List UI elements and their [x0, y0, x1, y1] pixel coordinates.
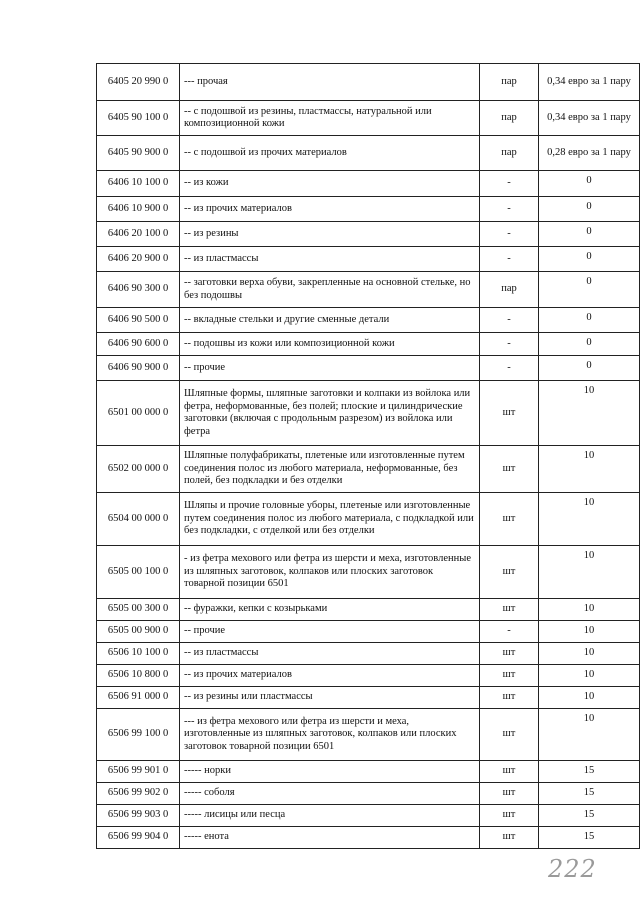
tariff-table [96, 63, 640, 849]
commodity-code: 6405 90 100 0 [97, 101, 180, 136]
duty-rate: 0 [539, 247, 640, 272]
unit-of-measure: - [480, 356, 539, 381]
commodity-description: -- с подошвой из прочих материалов [180, 136, 480, 171]
commodity-code: 6406 20 900 0 [97, 247, 180, 272]
duty-rate: 0 [539, 333, 640, 356]
table-row [97, 272, 640, 308]
commodity-code: 6506 91 000 0 [97, 687, 180, 709]
commodity-code: 6406 90 900 0 [97, 356, 180, 381]
duty-rate: 15 [539, 783, 640, 805]
unit-of-measure: - [480, 222, 539, 247]
commodity-code: 6505 00 300 0 [97, 599, 180, 621]
commodity-description: -- прочие [180, 356, 480, 381]
duty-rate: 0 [539, 356, 640, 381]
table-row [97, 136, 640, 171]
commodity-code: 6506 10 100 0 [97, 643, 180, 665]
table-row [97, 308, 640, 333]
table-row [97, 446, 640, 493]
commodity-description: -- подошвы из кожи или композиционной кожи [180, 333, 480, 356]
unit-of-measure: шт [480, 665, 539, 687]
table-row [97, 247, 640, 272]
duty-rate: 0 [539, 272, 640, 308]
commodity-description: -- из пластмассы [180, 643, 480, 665]
commodity-code: 6501 00 000 0 [97, 381, 180, 446]
unit-of-measure: шт [480, 446, 539, 493]
duty-rate: 0,34 евро за 1 пару [539, 101, 640, 136]
commodity-description: ----- норки [180, 761, 480, 783]
table-row [97, 761, 640, 783]
unit-of-measure: пар [480, 64, 539, 101]
duty-rate: 10 [539, 493, 640, 546]
table-row [97, 621, 640, 643]
duty-rate: 15 [539, 805, 640, 827]
unit-of-measure: шт [480, 709, 539, 761]
commodity-description: Шляпные полуфабрикаты, плетеные или изготовленные путем соединения полос из любого материала, неформованные, без полей, без подкладки и без отделки [180, 446, 480, 493]
commodity-code: 6506 10 800 0 [97, 665, 180, 687]
commodity-description: ----- енота [180, 827, 480, 849]
unit-of-measure: - [480, 197, 539, 222]
commodity-description: ----- соболя [180, 783, 480, 805]
unit-of-measure: шт [480, 599, 539, 621]
commodity-code: 6406 20 100 0 [97, 222, 180, 247]
table-row [97, 709, 640, 761]
commodity-description: -- из резины [180, 222, 480, 247]
commodity-description: --- из фетра мехового или фетра из шерсти и меха, изготовленные из шляпных заготовок, колпаков или плоских заготовок товарной позиции 6501 [180, 709, 480, 761]
commodity-description: -- из прочих материалов [180, 665, 480, 687]
commodity-code: 6506 99 902 0 [97, 783, 180, 805]
commodity-description: ----- лисицы или песца [180, 805, 480, 827]
duty-rate: 15 [539, 761, 640, 783]
commodity-description: Шляпы и прочие головные уборы, плетеные или изготовленные путем соединения полос из любого материала, с подкладкой или без подкладки, с отделкой или без отделки [180, 493, 480, 546]
table-row [97, 101, 640, 136]
table-row [97, 171, 640, 197]
commodity-code: 6406 10 100 0 [97, 171, 180, 197]
duty-rate: 10 [539, 546, 640, 599]
unit-of-measure: - [480, 621, 539, 643]
duty-rate: 10 [539, 381, 640, 446]
duty-rate: 10 [539, 621, 640, 643]
commodity-description: -- вкладные стельки и другие сменные детали [180, 308, 480, 333]
duty-rate: 0,34 евро за 1 пару [539, 64, 640, 101]
commodity-code: 6406 90 600 0 [97, 333, 180, 356]
duty-rate: 10 [539, 687, 640, 709]
commodity-description: -- фуражки, кепки с козырьками [180, 599, 480, 621]
table-row [97, 197, 640, 222]
table-row [97, 643, 640, 665]
table-row [97, 333, 640, 356]
table-row [97, 64, 640, 101]
table-row [97, 222, 640, 247]
commodity-code: 6502 00 000 0 [97, 446, 180, 493]
duty-rate: 0 [539, 171, 640, 197]
unit-of-measure: пар [480, 272, 539, 308]
commodity-code: 6406 90 300 0 [97, 272, 180, 308]
commodity-description: -- прочие [180, 621, 480, 643]
commodity-description: -- заготовки верха обуви, закрепленные на основной стельке, но без подошвы [180, 272, 480, 308]
duty-rate: 10 [539, 665, 640, 687]
commodity-code: 6405 90 900 0 [97, 136, 180, 171]
commodity-code: 6506 99 903 0 [97, 805, 180, 827]
commodity-description: -- из кожи [180, 171, 480, 197]
table-row [97, 687, 640, 709]
duty-rate: 0 [539, 308, 640, 333]
unit-of-measure: шт [480, 381, 539, 446]
table-row [97, 381, 640, 446]
unit-of-measure: - [480, 308, 539, 333]
table-row [97, 827, 640, 849]
commodity-description: -- с подошвой из резины, пластмассы, натуральной или композиционной кожи [180, 101, 480, 136]
duty-rate: 0 [539, 197, 640, 222]
commodity-description: -- из прочих материалов [180, 197, 480, 222]
unit-of-measure: шт [480, 493, 539, 546]
duty-rate: 10 [539, 599, 640, 621]
commodity-code: 6506 99 901 0 [97, 761, 180, 783]
unit-of-measure: шт [480, 643, 539, 665]
commodity-description: Шляпные формы, шляпные заготовки и колпаки из войлока или фетра, неформованные, без полей; плоские и цилиндрические заготовки (включая с продольным разрезом) из войлока или фетра [180, 381, 480, 446]
unit-of-measure: шт [480, 783, 539, 805]
duty-rate: 0,28 евро за 1 пару [539, 136, 640, 171]
unit-of-measure: - [480, 171, 539, 197]
duty-rate: 10 [539, 709, 640, 761]
duty-rate: 10 [539, 446, 640, 493]
table-row [97, 665, 640, 687]
commodity-description: -- из резины или пластмассы [180, 687, 480, 709]
table-row [97, 805, 640, 827]
commodity-code: 6406 10 900 0 [97, 197, 180, 222]
commodity-code: 6504 00 000 0 [97, 493, 180, 546]
table-row [97, 493, 640, 546]
page-number: 222 [548, 855, 597, 883]
commodity-code: 6506 99 904 0 [97, 827, 180, 849]
commodity-code: 6406 90 500 0 [97, 308, 180, 333]
unit-of-measure: пар [480, 101, 539, 136]
unit-of-measure: шт [480, 805, 539, 827]
unit-of-measure: шт [480, 761, 539, 783]
commodity-code: 6405 20 990 0 [97, 64, 180, 101]
commodity-code: 6505 00 100 0 [97, 546, 180, 599]
duty-rate: 15 [539, 827, 640, 849]
unit-of-measure: - [480, 247, 539, 272]
table-row [97, 356, 640, 381]
commodity-code: 6506 99 100 0 [97, 709, 180, 761]
commodity-code: 6505 00 900 0 [97, 621, 180, 643]
tariff-table-body [97, 64, 640, 849]
unit-of-measure: шт [480, 687, 539, 709]
commodity-description: - из фетра мехового или фетра из шерсти и меха, изготовленные из шляпных заготовок, колпаков или плоских заготовок товарной позиции 6501 [180, 546, 480, 599]
unit-of-measure: шт [480, 827, 539, 849]
unit-of-measure: шт [480, 546, 539, 599]
unit-of-measure: пар [480, 136, 539, 171]
unit-of-measure: - [480, 333, 539, 356]
table-row [97, 783, 640, 805]
commodity-description: --- прочая [180, 64, 480, 101]
duty-rate: 10 [539, 643, 640, 665]
duty-rate: 0 [539, 222, 640, 247]
table-row [97, 599, 640, 621]
commodity-description: -- из пластмассы [180, 247, 480, 272]
table-row [97, 546, 640, 599]
